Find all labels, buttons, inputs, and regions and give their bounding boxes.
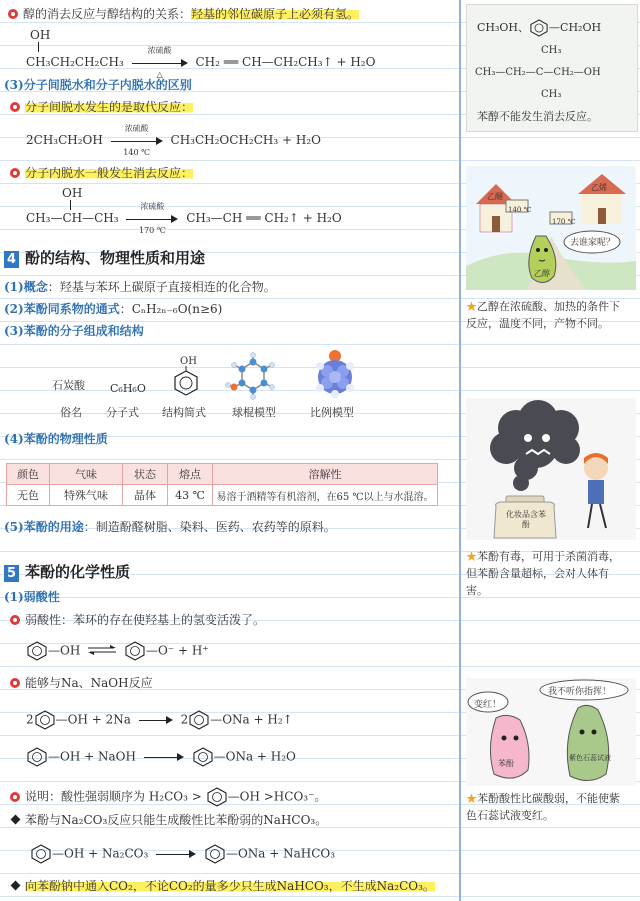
table-cell: 晶体 [123, 485, 168, 506]
diamond-bullet-icon [11, 815, 21, 825]
label-common-name: 俗名 [60, 406, 82, 419]
label-ball-stick: 球棍模型 [232, 406, 276, 419]
na2co3-note: 苯酚与Na₂CO₃反应只能生成酸性比苯酚弱的NaHCO₃。 [10, 812, 327, 828]
diamond-bullet-icon [11, 881, 21, 891]
speech-refuse: 我不听你指挥！ [548, 687, 612, 697]
bullet-icon [10, 168, 20, 178]
reaction-arrow-icon: 浓硫酸 △ [132, 56, 188, 70]
reaction-arrow-icon [144, 750, 184, 764]
rxn3-equation: CH₃—CH—CH₃ 浓硫酸 170 ℃ CH₃—CH ══ CH₂↑ + H₂O [26, 201, 342, 235]
table-cell: 43 ℃ [168, 485, 213, 506]
ball-stick-model-icon [222, 352, 284, 402]
b1-intermolecular: 分子间脱水发生的是取代反应： [10, 99, 193, 115]
reaction-arrow-icon: 浓硫酸 170 ℃ [126, 212, 178, 226]
benzene-ring-icon [529, 19, 549, 37]
ethanol-caption: ★乙醇在浓硫酸、加热的条件下反应，温度不同，产物不同。 [466, 300, 620, 330]
table-cell: 无色 [7, 485, 50, 506]
label-ether: 乙醚 [487, 192, 503, 201]
reaction-arrow-icon [156, 847, 196, 861]
bullet-icon [10, 102, 20, 112]
benzene-ring-icon [192, 747, 214, 767]
section4-heading: 4 酚的结构、物理性质和用途 [4, 249, 205, 268]
label-molecular-formula: 分子式 [106, 406, 139, 419]
table-header-row [7, 464, 438, 485]
general-formula-line: (2)苯酚同系物的通式：CₙH₂ₙ₋₆O(n≥6) [4, 302, 223, 316]
uses-line: (5)苯酚的用途：制造酚醛树脂、染料、医药、农药等的原料。 [4, 520, 336, 534]
toxic-smoke-illustration [466, 398, 636, 540]
equilibrium-arrow-icon [88, 643, 116, 659]
physical-properties-heading: (4)苯酚的物理性质 [4, 432, 108, 446]
phenol-toxicity-cartoon [466, 398, 636, 540]
label-ethylene: 乙烯 [591, 183, 607, 192]
litmus-caption: ★苯酚酸性比碳酸弱，不能使紫色石蕊试液变红。 [466, 792, 620, 822]
co2-note: 向苯酚钠中通入CO₂，不论CO₂的量多少只生成NaHCO₃，不生成Na₂CO₃。 [10, 878, 435, 894]
label-ethanol: 乙醇 [534, 269, 550, 278]
bullet-icon [10, 792, 20, 802]
label-140c: 140 ℃ [508, 206, 532, 214]
table-header: 颜色 [7, 464, 50, 485]
star-icon: ★ [466, 792, 477, 805]
sodium-equation: 2 —OH + 2Na 2 —ONa + H₂↑ [26, 710, 293, 730]
benzene-ring-icon [206, 787, 228, 807]
sub3-heading: (3)分子间脱水和分子内脱水的区别 [4, 78, 192, 92]
star-icon: ★ [466, 550, 477, 563]
composition-heading: (3)苯酚的分子组成和结构 [4, 324, 144, 338]
table-row [7, 485, 438, 506]
physical-properties-table [6, 463, 438, 506]
table-cell: 易溶于酒精等有机溶剂，在65 ℃以上与水混溶。 [213, 485, 438, 506]
naoh-equation: —OH + NaOH —ONa + H₂O [26, 747, 296, 767]
sidebar-formula-card [466, 4, 638, 132]
ethanol-crossroads-illustration [466, 166, 636, 290]
concept-line: (1)概念：羟基与苯环上碳原子直接相连的化合物。 [4, 280, 276, 294]
benzene-ring-icon [26, 747, 48, 767]
weak-acid-bullet: 弱酸性：苯环的存在使羟基上的氢变活泼了。 [10, 612, 265, 628]
b2-intramolecular: 分子内脱水一般发生消去反应： [10, 165, 193, 181]
table-header: 状态 [123, 464, 168, 485]
toxicity-caption: ★苯酚有毒，可用于杀菌消毒，但苯酚含量超标，会对人体有害。 [466, 550, 620, 597]
benzene-ring-icon [204, 844, 226, 864]
molecular-formula: C₆H₆O [110, 382, 146, 395]
formula-line1: CH₃OH、 —CH₂OH [477, 19, 601, 37]
speech-where: 去谁家呢？ [570, 238, 616, 248]
formula-methyl-bottom: CH₃ [541, 89, 562, 100]
rxn1-oh: OH [30, 28, 51, 42]
star-icon: ★ [466, 300, 477, 313]
bullet-icon [10, 678, 20, 688]
rxn1-equation: CH₃CH₂CH₂CH₃ 浓硫酸 △ CH₂ ══ CH—CH₂CH₃↑ + H₂O [26, 45, 376, 79]
benzene-ring-icon [26, 641, 48, 661]
bond-line [70, 200, 71, 210]
elimination-rule: 醇的消去反应与醇结构的关系：羟基的邻位碳原子上必须有氢。 [8, 6, 359, 22]
bond-line [38, 42, 39, 52]
label-space-filling: 比例模型 [310, 406, 354, 419]
label-structure: 结构简式 [162, 406, 206, 419]
litmus-cartoon [466, 678, 636, 786]
formula-methyl-top: CH₃ [541, 45, 562, 56]
margin-line [459, 0, 461, 901]
reaction-arrow-icon: 浓硫酸 140 ℃ [111, 134, 163, 148]
weak-acid-heading: (1)弱酸性 [4, 590, 60, 604]
rxn2-equation: 2CH₃CH₂OH 浓硫酸 140 ℃ CH₃CH₂OCH₂CH₃ + H₂O [26, 123, 321, 157]
bullet-icon [10, 615, 20, 625]
table-cell: 特殊气味 [50, 485, 123, 506]
rxn3-oh: OH [62, 186, 83, 200]
acidity-order-bullet: 说明：酸性强弱顺序为 H₂CO₃ > —OH >HCO₃⁻。 [10, 787, 326, 807]
benzene-ring-icon [30, 844, 52, 864]
table-header: 溶解性 [213, 464, 438, 485]
label-170c: 170 ℃ [552, 218, 576, 226]
space-filling-model-icon [312, 350, 358, 398]
common-name: 石炭酸 [52, 379, 85, 392]
table-header: 气味 [50, 464, 123, 485]
label-phenol: 苯酚 [498, 759, 514, 768]
benzene-ring-icon [34, 710, 56, 730]
benzene-ring-icon [188, 710, 210, 730]
label-cosmetics-phenol: 化妆品含苯酚 [506, 510, 546, 529]
reaction-arrow-icon [139, 713, 173, 727]
structure-oh: OH [180, 356, 197, 367]
formula-main-chain: CH₃—CH₂—C—CH₂—OH [475, 67, 601, 78]
label-litmus: 紫色石蕊试液 [569, 754, 611, 762]
table-header: 熔点 [168, 464, 213, 485]
speech-turn-red: 变红！ [474, 700, 502, 710]
na2co3-equation: —OH + Na₂CO₃ —ONa + NaHCO₃ [30, 844, 335, 864]
section5-heading: 5 苯酚的化学性质 [4, 563, 130, 582]
na-naoh-bullet: 能够与Na、NaOH反应 [10, 675, 153, 691]
bullet-icon [8, 9, 18, 19]
sidebar-top-caption: 苯醇不能发生消去反应。 [477, 110, 598, 123]
benzene-ring-icon [124, 641, 146, 661]
ionization-equation: —OH —O⁻ + H⁺ [26, 641, 209, 661]
phenol-structure-icon [172, 366, 200, 396]
ethanol-cartoon [466, 166, 636, 290]
